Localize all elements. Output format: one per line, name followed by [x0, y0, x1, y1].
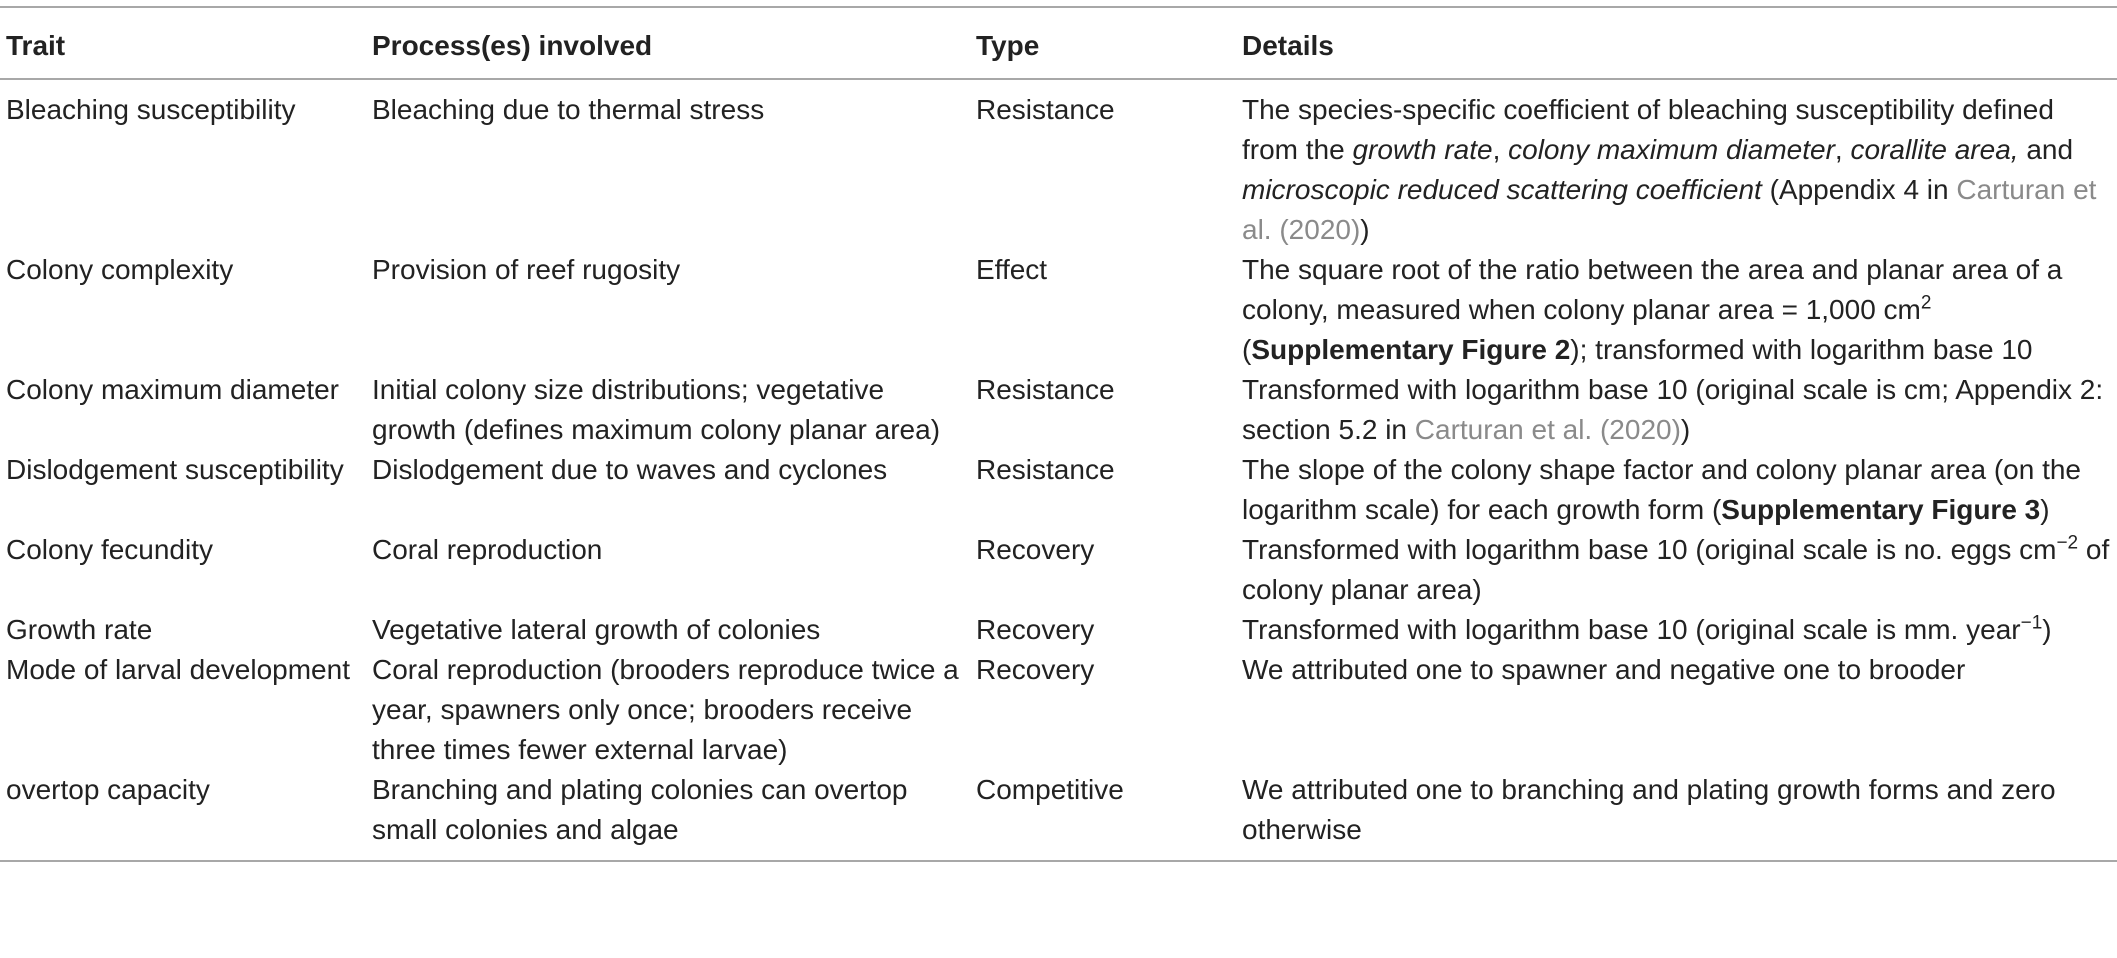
table-body: [0, 79, 2117, 861]
trait-cell: Colony maximum diameter: [6, 374, 339, 405]
details-text: of colony planar area): [1242, 534, 2110, 605]
table-row: [0, 370, 2117, 450]
type-cell: Recovery: [976, 614, 1095, 645]
details-italic: colony maximum diameter: [1508, 134, 1835, 165]
process-cell: Dislodgement due to waves and cyclones: [372, 454, 888, 485]
details-cell: [1236, 610, 2117, 650]
trait-table-container: [0, 6, 2117, 862]
type-cell: Competitive: [976, 774, 1124, 805]
trait-cell: Growth rate: [6, 614, 153, 645]
figure-link[interactable]: Supplementary Figure 2: [1251, 334, 1571, 365]
details-text: ); transformed with logarithm base 10: [1570, 334, 2033, 365]
trait-cell: Colony fecundity: [6, 534, 214, 565]
details-text: Transformed with logarithm base 10 (original scale is mm. year: [1242, 614, 2021, 645]
type-cell: Resistance: [976, 454, 1115, 485]
type-cell: Recovery: [976, 534, 1095, 565]
process-cell: Provision of reef rugosity: [372, 254, 681, 285]
details-text: We attributed one to branching and plating growth forms and zero otherwise: [1242, 774, 2056, 845]
table-row: [0, 450, 2117, 530]
table-row: [0, 79, 2117, 250]
details-text: (: [1242, 334, 1252, 365]
details-superscript: 2: [1920, 292, 1932, 314]
trait-cell: overtop capacity: [6, 774, 210, 805]
details-text: ,: [1492, 134, 1509, 165]
details-text: ): [2042, 614, 2052, 645]
process-cell: Coral reproduction (brooders reproduce twice a year, spawners only once; brooders receive three times fewer external larvae): [372, 654, 959, 765]
process-cell: Initial colony size distributions; vegetative growth (defines maximum colony planar area): [372, 374, 941, 445]
process-cell: Vegetative lateral growth of colonies: [372, 614, 821, 645]
details-text: ): [2040, 494, 2050, 525]
details-text: Transformed with logarithm base 10 (original scale is cm; Appendix 2: section 5.2 in: [1242, 374, 2104, 445]
table-header: [0, 7, 2117, 79]
details-cell: [1236, 770, 2117, 861]
details-text: The species-specific coefficient of bleaching susceptibility defined from the: [1242, 94, 2054, 165]
details-italic: growth rate: [1352, 134, 1493, 165]
details-cell: [1236, 370, 2117, 450]
header-details: Details: [1242, 30, 1334, 61]
details-italic: corallite area,: [1850, 134, 2019, 165]
citation-link[interactable]: Carturan et al. (2020): [1242, 174, 2097, 245]
table-row: [0, 250, 2117, 370]
details-text: The square root of the ratio between the area and planar area of a colony, measured when colony planar area = 1,000 cm: [1242, 254, 2063, 325]
details-text: We attributed one to spawner and negative one to brooder: [1242, 654, 1966, 685]
type-cell: Resistance: [976, 94, 1115, 125]
table-row: [0, 610, 2117, 650]
details-superscript: −2: [2056, 532, 2079, 554]
details-text: ,: [1834, 134, 1851, 165]
details-text: (Appendix 4 in: [1761, 174, 1957, 205]
trait-cell: Colony complexity: [6, 254, 234, 285]
details-text: The slope of the colony shape factor and colony planar area (on the logarithm scale) for each growth form (: [1242, 454, 2081, 525]
trait-cell: Mode of larval development: [6, 654, 350, 685]
figure-link[interactable]: Supplementary Figure 3: [1721, 494, 2041, 525]
details-cell: [1236, 450, 2117, 530]
details-cell: [1236, 650, 2117, 770]
details-text: and: [2018, 134, 2074, 165]
process-cell: Branching and plating colonies can overtop small colonies and algae: [372, 774, 908, 845]
details-cell: [1236, 530, 2117, 610]
header-process: Process(es) involved: [372, 30, 653, 61]
process-cell: Bleaching due to thermal stress: [372, 94, 765, 125]
details-text: ): [1680, 414, 1691, 445]
details-cell: [1236, 250, 2117, 370]
header-trait: Trait: [6, 30, 66, 61]
trait-cell: Dislodgement susceptibility: [6, 454, 344, 485]
citation-link[interactable]: Carturan et al. (2020): [1414, 414, 1681, 445]
details-italic: microscopic reduced scattering coefficient: [1242, 174, 1762, 205]
table-row: [0, 770, 2117, 861]
trait-cell: Bleaching susceptibility: [6, 94, 296, 125]
header-row: [0, 7, 2117, 79]
type-cell: Resistance: [976, 374, 1115, 405]
header-type: Type: [976, 30, 1040, 61]
details-cell: [1236, 79, 2117, 250]
type-cell: Recovery: [976, 654, 1095, 685]
table-row: [0, 530, 2117, 610]
trait-table: [0, 6, 2117, 862]
type-cell: Effect: [976, 254, 1048, 285]
process-cell: Coral reproduction: [372, 534, 603, 565]
details-text: ): [1360, 214, 1370, 245]
details-text: Transformed with logarithm base 10 (original scale is no. eggs cm: [1242, 534, 2057, 565]
table-row: [0, 650, 2117, 770]
details-superscript: −1: [2020, 612, 2043, 634]
